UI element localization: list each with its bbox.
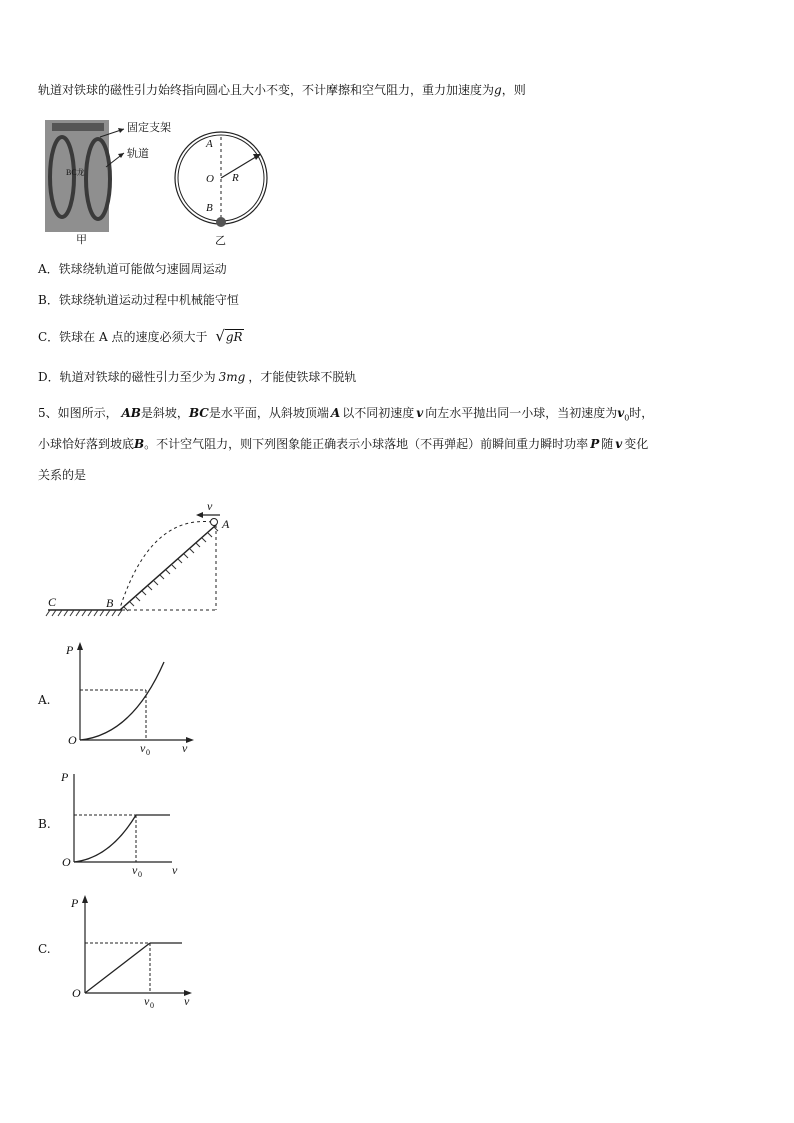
label-O: O xyxy=(206,173,214,185)
slope-figure xyxy=(40,495,240,625)
q4-option-c xyxy=(38,328,244,345)
slope-label-C: C xyxy=(48,595,57,609)
graph-c-line xyxy=(85,943,150,993)
figure-jia-svg xyxy=(40,115,190,250)
graph-a-v0-sub: 0 xyxy=(146,748,150,757)
intro-tail: ，则 xyxy=(501,83,526,97)
label-B: B xyxy=(206,202,213,214)
label-R: R xyxy=(232,172,239,184)
q5-line-3: 关系的是 xyxy=(38,468,87,482)
caption-yi: 乙 xyxy=(215,235,226,247)
graph-option-c-label: C. xyxy=(38,942,51,956)
slope-line xyxy=(120,525,216,610)
label-A: A xyxy=(206,138,213,150)
graph-a-P: P xyxy=(66,643,74,657)
graph-option-a-label: A. xyxy=(38,693,51,707)
graph-a-curve xyxy=(80,662,164,740)
slope-label-A: A xyxy=(222,517,230,531)
graph-b-O: O xyxy=(62,855,71,869)
graph-a-v: v xyxy=(182,741,188,755)
q4-option-d-tail: ，才能使铁球不脱轨 xyxy=(248,370,357,384)
photo-text: BC龙 xyxy=(66,168,85,177)
q5-line-2: 小球恰好落到坡底B。不计空气阻力，则下列图象能正确表示小球落地（不再弹起）前瞬间重力瞬时功率 P 随 v 变化 xyxy=(38,437,649,451)
graph-a xyxy=(62,640,202,760)
q4-option-b: B．铁球绕轨道运动过程中机械能守恒 xyxy=(38,293,239,307)
ground-hatch xyxy=(46,610,122,616)
graph-a-v0: v xyxy=(140,741,146,755)
caption-jia: 甲 xyxy=(76,234,87,246)
graph-option-b-label: B. xyxy=(38,817,51,831)
graph-a-O: O xyxy=(68,733,77,747)
q4-option-d xyxy=(38,369,356,385)
sqrt-gR: √gR xyxy=(215,327,243,345)
label-track: 轨道 xyxy=(127,148,149,160)
photo-bracket xyxy=(52,123,104,131)
graph-b-v0-sub: 0 xyxy=(138,870,142,879)
graph-b-P: P xyxy=(61,770,69,784)
photo-ring-right xyxy=(86,139,110,219)
graph-c-v: v xyxy=(184,994,190,1008)
q5-line-1: 5、如图所示， AB是斜坡，BC是水平面，从斜坡顶端 A 以不同初速度 v 向左水平抛出同一小球，当初速度为$v_0$时， xyxy=(38,406,654,423)
iron-ball xyxy=(216,217,226,227)
trajectory-curve xyxy=(120,522,212,608)
graph-b-curve xyxy=(74,815,136,862)
label-bracket: 固定支架 xyxy=(127,122,171,134)
graph-b-v0: v xyxy=(132,863,138,877)
graph-c-P: P xyxy=(71,896,79,910)
q4-option-d-text: D．轨道对铁球的磁性引力至少为 xyxy=(38,370,216,384)
graph-b xyxy=(58,768,198,878)
intro-text: 轨道对铁球的磁性引力始终指向圆心且大小不变，不计摩擦和空气阻力，重力加速度为 xyxy=(38,83,495,97)
photo-ring-left xyxy=(50,137,74,217)
graph-c-v0: v xyxy=(144,994,150,1008)
graph-c-v0-sub: 0 xyxy=(150,1001,154,1010)
slope-label-v: v xyxy=(207,499,213,513)
ball xyxy=(211,519,218,526)
q4-option-d-math: 3mg xyxy=(218,370,246,384)
graph-c-O: O xyxy=(72,986,81,1000)
slope-hatch xyxy=(124,527,218,611)
figure-yi-svg xyxy=(175,125,275,250)
slope-label-B: B xyxy=(106,596,114,610)
intro-var-g: g xyxy=(494,83,502,97)
q4-option-a: A．铁球绕轨道可能做匀速圆周运动 xyxy=(38,262,227,276)
graph-b-v: v xyxy=(172,863,178,877)
radius-arrow xyxy=(221,155,259,178)
graph-c xyxy=(66,893,206,1008)
q4-option-c-text: C．铁球在 A 点的速度必须大于 xyxy=(38,330,208,344)
intro-line xyxy=(38,82,526,98)
